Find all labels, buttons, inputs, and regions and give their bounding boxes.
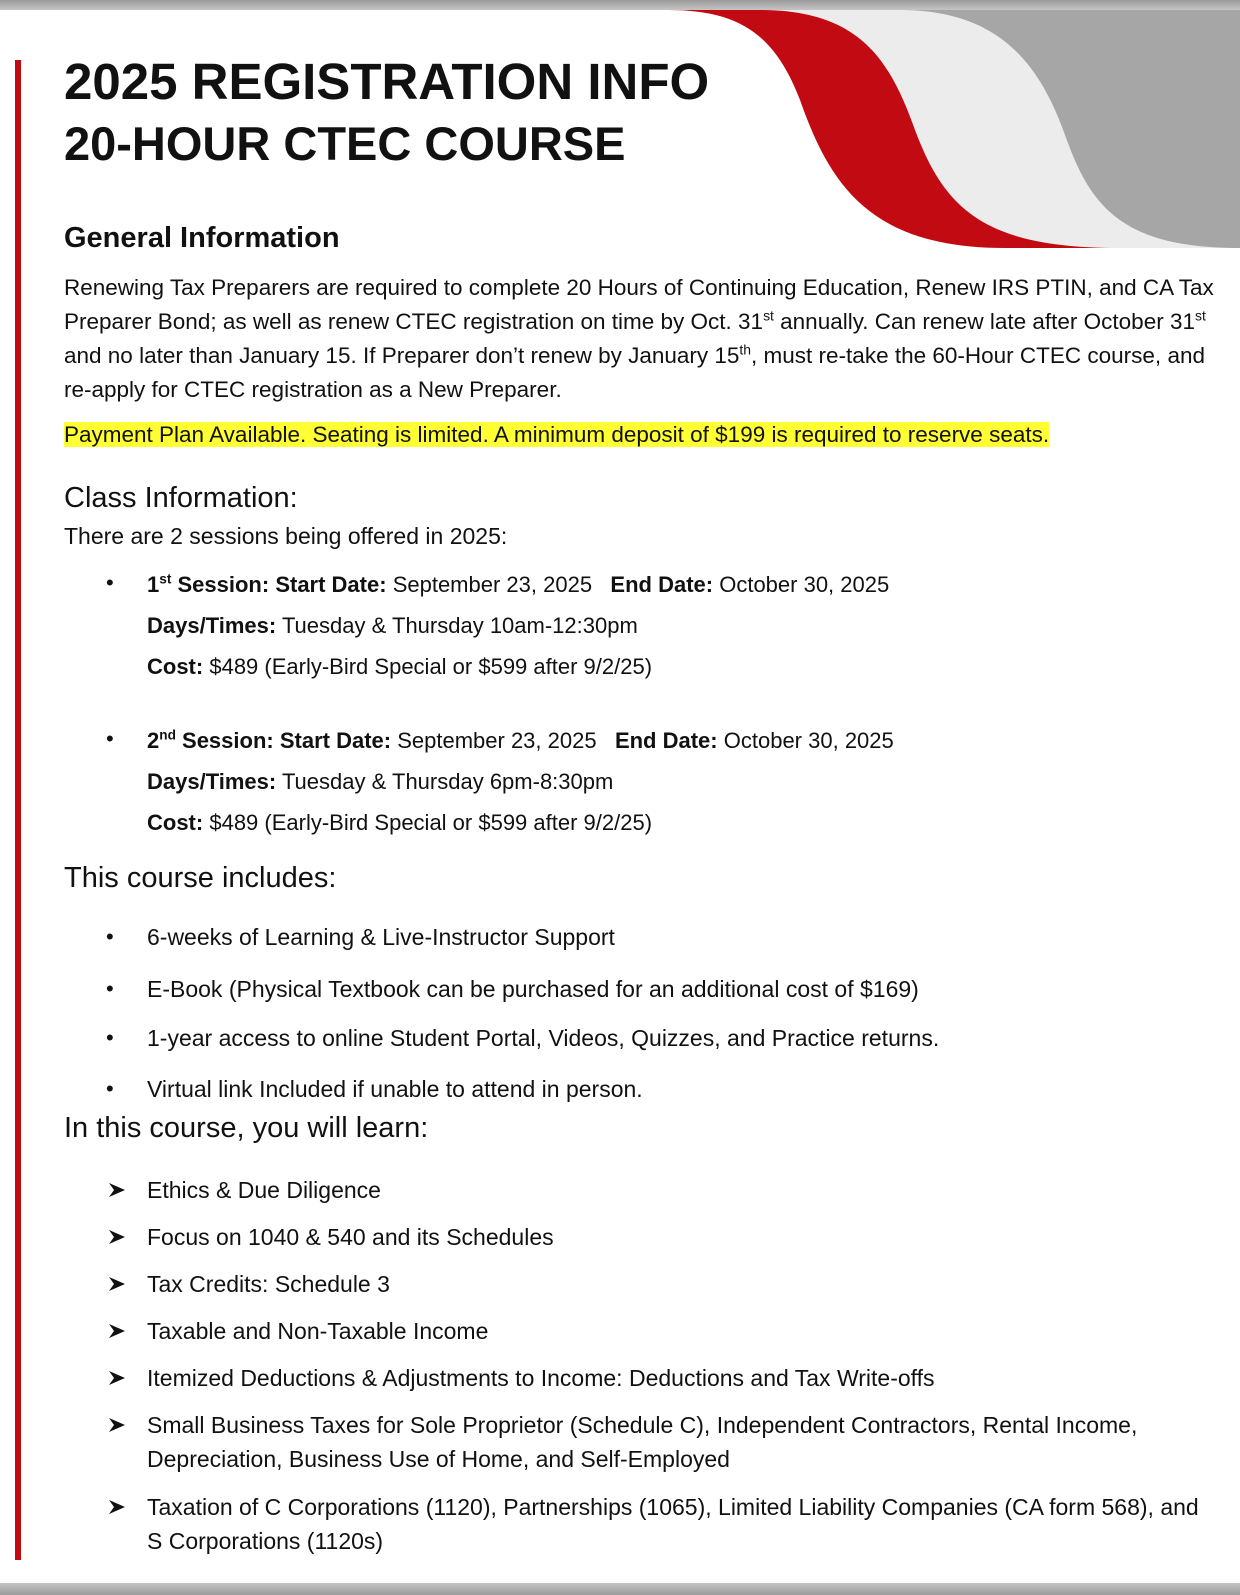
payment-note: Payment Plan Available. Seating is limited. A minimum deposit of $199 is required to reserve seats. [64,422,1050,447]
list-bullet: • [106,976,114,1001]
session-bullet: • [106,726,114,751]
arrow-bullet-icon [106,1320,128,1342]
learn-item: Itemized Deductions & Adjustments to Income: Deductions and Tax Write-offs [147,1365,935,1391]
learn-item: Ethics & Due Diligence [147,1177,381,1203]
includes-item: 1-year access to online Student Portal, Videos, Quizzes, and Practice returns. [147,1025,940,1051]
learn-item: Focus on 1040 & 540 and its Schedules [147,1224,554,1250]
includes-item: E-Book (Physical Textbook can be purchased for an additional cost of $169) [147,976,919,1002]
includes-item: Virtual link Included if unable to attend in person. [147,1076,643,1102]
class-info-intro: There are 2 sessions being offered in 2025: [64,523,508,549]
arrow-bullet-icon [106,1179,128,1201]
page-top-edge [0,0,1240,10]
learn-item: Small Business Taxes for Sole Proprietor (Schedule C), Independent Contractors, Rental Income, Depreciation, Business Use of Home, and Self-Employed [147,1412,1138,1472]
learn-heading: In this course, you will learn: [64,1112,429,1144]
page-bottom-edge [0,1583,1240,1595]
session-2-cost: Cost: $489 (Early-Bird Special or $599 after 9/2/25) [147,810,653,835]
session-1-cost: Cost: $489 (Early-Bird Special or $599 after 9/2/25) [147,654,653,679]
list-bullet: • [106,1076,114,1101]
includes-heading: This course includes: [64,862,337,894]
arrow-bullet-icon [106,1496,128,1518]
session-1-days: Days/Times: Tuesday & Thursday 10am-12:30pm [147,613,638,638]
list-bullet: • [106,924,114,949]
learn-item: Taxable and Non-Taxable Income [147,1318,489,1344]
page-subtitle: 20-HOUR CTEC COURSE [64,117,626,170]
session-bullet: • [106,570,114,595]
list-bullet: • [106,1025,114,1050]
class-info-heading: Class Information: [64,482,298,514]
session-2-dates: 2nd Session: Start Date: September 23, 2025 End Date: October 30, 2025 [147,727,894,753]
arrow-bullet-icon [106,1226,128,1248]
learn-item: Taxation of C Corporations (1120), Partnerships (1065), Limited Liability Companies (CA form 568), and S Corporations (1120s) [147,1494,1199,1554]
general-info-heading: General Information [64,222,340,254]
session-2-days: Days/Times: Tuesday & Thursday 6pm-8:30pm [147,769,614,794]
session-1-dates: 1st Session: Start Date: September 23, 2025 End Date: October 30, 2025 [147,571,890,597]
arrow-bullet-icon [106,1367,128,1389]
page-title: 2025 REGISTRATION INFO [64,53,710,110]
arrow-bullet-icon [106,1273,128,1295]
left-accent-bar [15,60,21,1560]
includes-item: 6-weeks of Learning & Live-Instructor Support [147,924,615,950]
general-info-paragraph: Renewing Tax Preparers are required to complete 20 Hours of Continuing Education, Renew IRS PTIN, and CA Tax Preparer Bond; as well as renew CTEC registration on time by Oct. 31st annually. Can renew late after October 31st and no later than January 15. If Preparer don’t renew by January 15th, must re-take the 60-Hour CTEC course, and re-apply for CTEC registration as a New Preparer. [64,275,1214,402]
learn-item: Tax Credits: Schedule 3 [147,1271,390,1297]
arrow-bullet-icon [106,1414,128,1436]
document-page [0,10,1240,1583]
